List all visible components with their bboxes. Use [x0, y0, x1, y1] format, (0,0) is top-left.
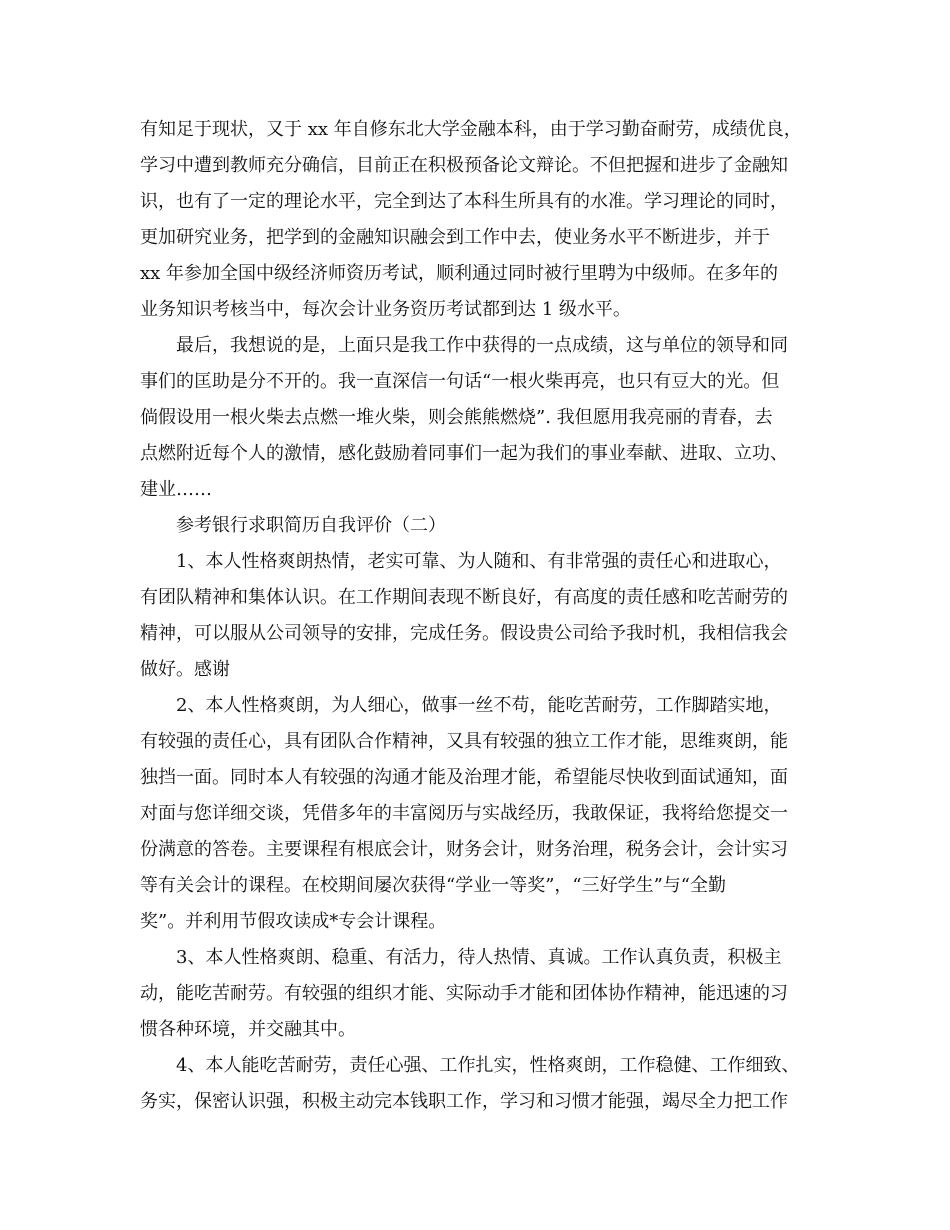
text-line: 精神，可以服从公司领导的安排，完成任务。假设贵公司给予我时机，我相信我会: [140, 623, 788, 644]
text-line: 学习中遭到教师充分确信，目前正在积极预备论文辩论。不但把握和进步了金融知: [140, 155, 788, 176]
text-line: 有较强的责任心，具有团队合作精神，又具有较强的独立工作才能，思维爽朗，能: [140, 731, 788, 752]
text-line: 业务知识考核当中，每次会计业务资历考试都到达 1 级水平。: [140, 299, 631, 320]
text-line: 3、本人性格爽朗、稳重、有活力，待人热情、真诚。工作认真负责，积极主: [176, 947, 782, 968]
text-line: 更加研究业务，把学到的金融知识融会到工作中去，使业务水平不断进步，并于: [140, 227, 770, 248]
text-line: 事们的匡助是分不开的。我一直深信一句话“一根火柴再亮，也只有豆大的光。但: [140, 371, 780, 392]
text-line: 有团队精神和集体认识。在工作期间表现不断良好，有高度的责任感和吃苦耐劳的: [140, 587, 788, 608]
text-line: 动，能吃苦耐劳。有较强的组织才能、实际动手才能和团体协作精神，能迅速的习: [140, 983, 788, 1004]
text-line: 务实，保密认识强，积极主动完本钱职工作，学习和习惯才能强，竭尽全力把工作: [140, 1091, 788, 1112]
text-line: 点燃附近每个人的激情，感化鼓励着同事们一起为我们的事业奉献、进取、立功、: [140, 443, 788, 464]
text-line: 对面与您详细交谈，凭借多年的丰富阅历与实战经历，我敢保证，我将给您提交一: [140, 803, 788, 824]
text-line: xx 年参加全国中级经济师资历考试，顺利通过同时被行里聘为中级师。在多年的: [140, 263, 779, 284]
text-line: 奖”。并利用节假攻读成*专会计课程。: [140, 911, 447, 932]
text-line: 4、本人能吃苦耐劳，责任心强、工作扎实，性格爽朗，工作稳健、工作细致、: [176, 1055, 800, 1076]
text-line: 等有关会计的课程。在校期间屡次获得“学业一等奖”，“三好学生”与“全勤: [140, 875, 727, 896]
text-line: 份满意的答卷。主要课程有根底会计，财务会计，财务治理，税务会计，会计实习: [140, 839, 788, 860]
text-line: 建业……: [140, 479, 212, 500]
document-body: [140, 112, 820, 1120]
text-line: 识，也有了一定的理论水平，完全到达了本科生所具有的水准。学习理论的同时，: [140, 191, 788, 212]
text-line: 最后，我想说的是，上面只是我工作中获得的一点成绩，这与单位的领导和同: [176, 335, 788, 356]
text-line: 参考银行求职简历自我评价（二）: [176, 515, 446, 536]
text-line: 做好。感谢: [140, 659, 230, 680]
text-line: 独挡一面。同时本人有较强的沟通才能及治理才能，希望能尽快收到面试通知，面: [140, 767, 788, 788]
text-line: 有知足于现状，又于 xx 年自修东北大学金融本科，由于学习勤奋耐劳，成绩优良，: [140, 119, 802, 140]
text-line: 倘假设用一根火柴去点燃一堆火柴，则会熊熊燃烧”. 我但愿用我亮丽的青春，去: [140, 407, 773, 428]
text-line: 1、本人性格爽朗热情，老实可靠、为人随和、有非常强的责任心和进取心，: [176, 551, 782, 572]
text-line: 惯各种环境，并交融其中。: [140, 1019, 356, 1040]
text-line: 2、本人性格爽朗，为人细心，做事一丝不苟，能吃苦耐劳，工作脚踏实地，: [176, 695, 782, 716]
